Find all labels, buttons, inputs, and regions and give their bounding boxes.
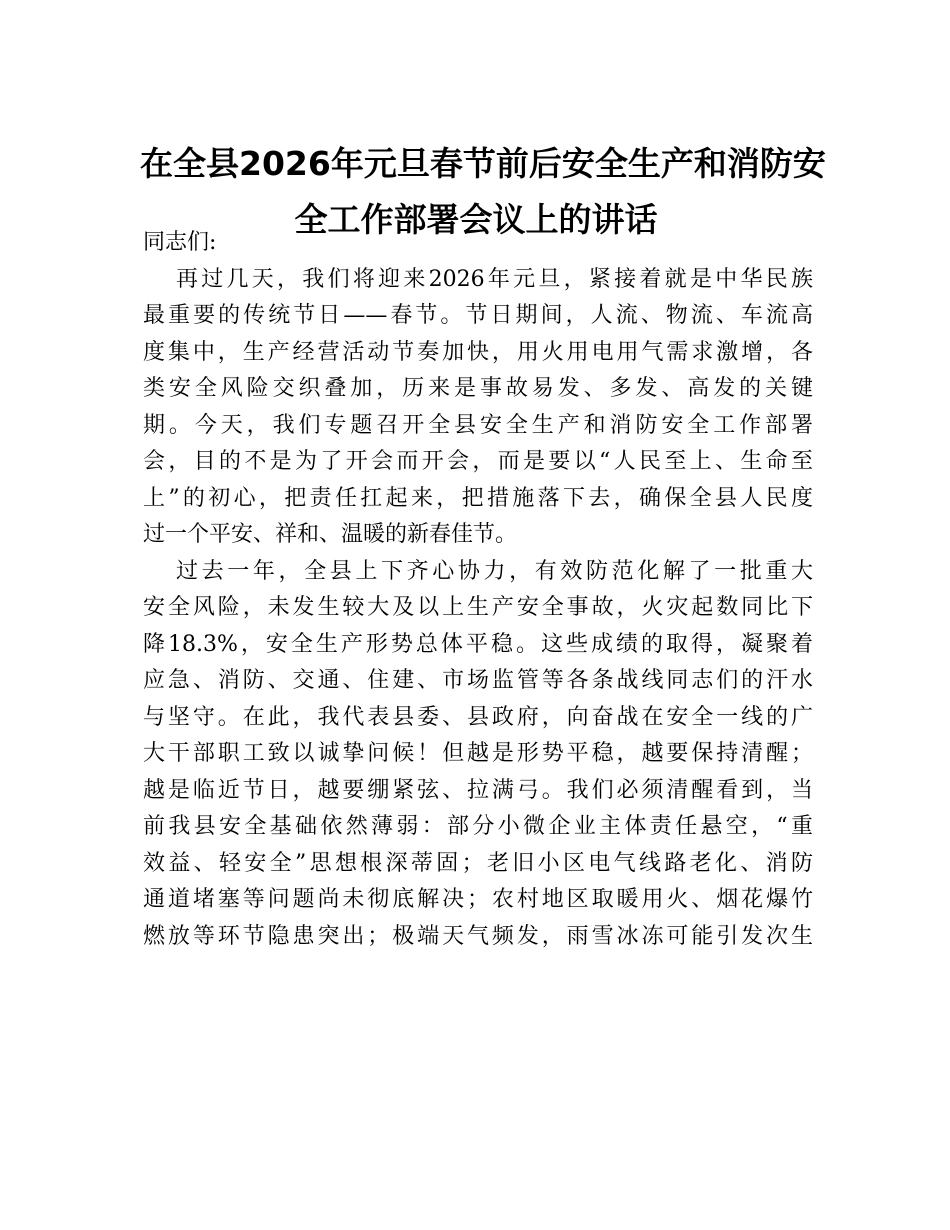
paragraph-line: 会，目的不是为了开会而开会，而是要以“人民至上、生命至: [143, 449, 813, 474]
paragraph-line: 越是临近节日，越要绷紧弦、拉满弓。我们必须清醒看到，当: [143, 777, 813, 803]
paragraph-2: [143, 554, 813, 956]
salutation: 同志们:: [143, 230, 217, 255]
paragraph-line: 大干部职工致以诚挚问候！但越是形势平稳，越要保持清醒；: [143, 741, 813, 766]
paragraph-line: 应急、消防、交通、住建、市场监管等各条战线同志们的汗水: [143, 668, 813, 693]
document-body: [143, 225, 813, 955]
paragraph-1: [143, 262, 813, 554]
paragraph-line: 前我县安全基础依然薄弱：部分小微企业主体责任悬空，“重: [143, 814, 813, 839]
paragraph-line: 燃放等环节隐患突出；极端天气频发，雨雪冰冻可能引发次生: [143, 923, 813, 949]
paragraph-line: 上”的初心，把责任扛起来，把措施落下去，确保全县人民度: [143, 485, 813, 511]
paragraph-line: 与坚守。在此，我代表县委、县政府，向奋战在安全一线的广: [143, 704, 813, 730]
paragraph-line: 效益、轻安全”思想根深蒂固；老旧小区电气线路老化、消防: [143, 850, 813, 876]
paragraph-line: 最重要的传统节日——春节。节日期间，人流、物流、车流高: [143, 303, 813, 328]
paragraph-line: 再过几天，我们将迎来2026年元旦，紧接着就是中华民族: [176, 266, 813, 292]
title-line-1: 在全县2026年元旦春节前后安全生产和消防安: [140, 144, 826, 183]
paragraph-line: 类安全风险交织叠加，历来是事故易发、多发、高发的关键: [143, 376, 813, 401]
title-line-2: 全工作部署会议上的讲话: [294, 200, 658, 239]
paragraph-line: 过一个平安、祥和、温暖的新春佳节。: [143, 522, 518, 547]
paragraph-line: 过去一年，全县上下齐心协力，有效防范化解了一批重大: [176, 558, 813, 584]
paragraph-line: 安全风险，未发生较大及以上生产安全事故，火灾起数同比下: [143, 595, 813, 620]
paragraph-line: 度集中，生产经营活动节奏加快，用火用电用气需求激增，各: [143, 339, 813, 365]
paragraph-line: 降18.3%，安全生产形势总体平稳。这些成绩的取得，凝聚着: [143, 631, 813, 657]
paragraph-line: 期。今天，我们专题召开全县安全生产和消防安全工作部署: [143, 412, 813, 438]
paragraph-line: 通道堵塞等问题尚未彻底解决；农村地区取暖用火、烟花爆竹: [143, 887, 813, 912]
